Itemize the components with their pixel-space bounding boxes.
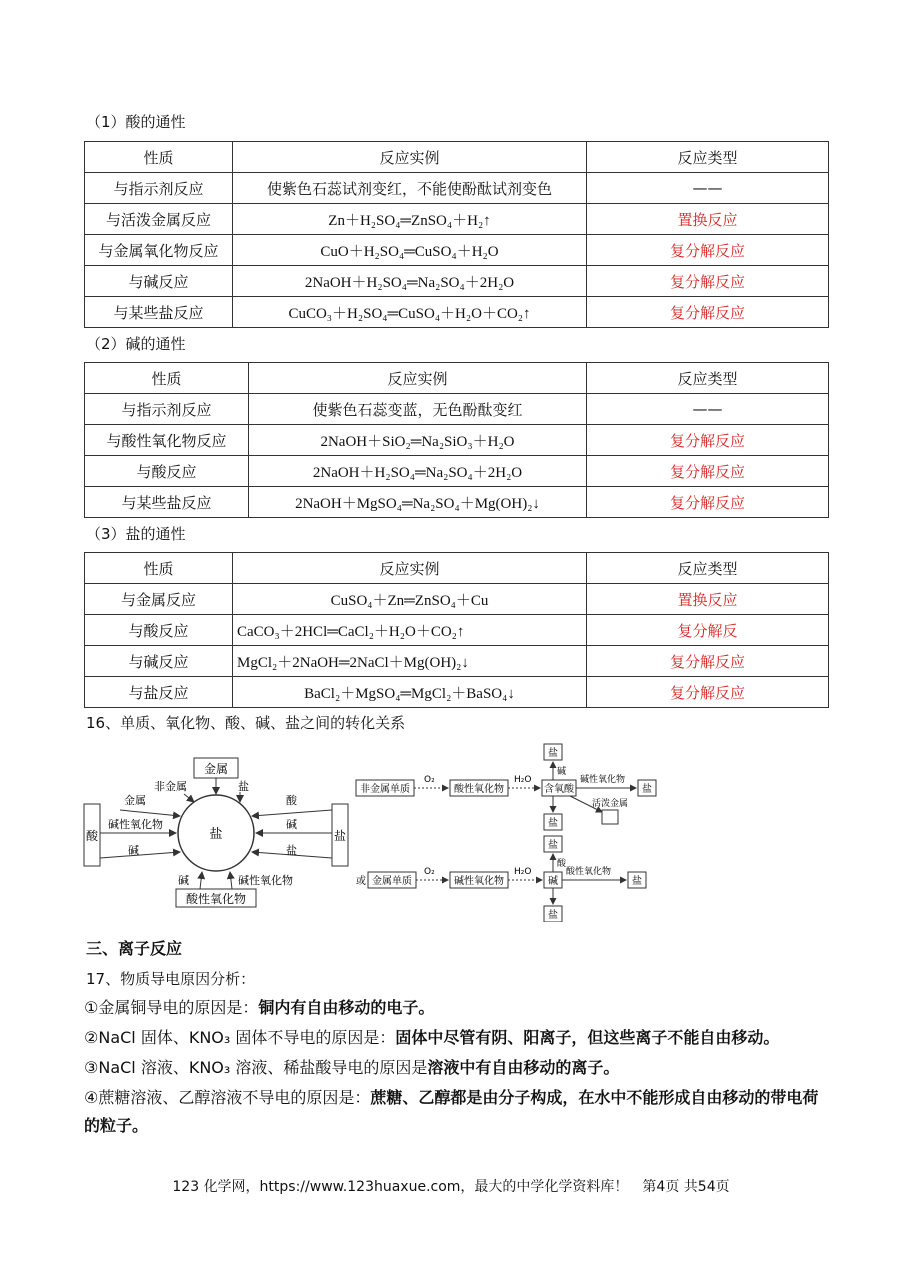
header-cell: 性质 — [85, 363, 249, 394]
property-cell: 与金属氧化物反应 — [85, 235, 233, 266]
label-base-left: 碱 — [128, 844, 139, 857]
type-cell: 复分解反应 — [587, 456, 829, 487]
arrow — [252, 810, 332, 816]
acid-oxide-box-label: 酸性氧化物 — [185, 892, 247, 906]
property-cell: 与盐反应 — [85, 677, 233, 708]
property-cell: 与某些盐反应 — [85, 297, 233, 328]
type-cell: 复分解反应 — [587, 487, 829, 518]
salt-node: 盐 — [632, 876, 642, 887]
table-row — [85, 456, 829, 487]
element-conversion-diagram — [354, 740, 664, 922]
arrow — [120, 810, 180, 816]
property-cell: 与活泼金属反应 — [85, 204, 233, 235]
table-row — [85, 487, 829, 518]
table-header-row — [85, 553, 829, 584]
property-cell: 与碱反应 — [85, 266, 233, 297]
example-cell: 2NaOH＋MgSO₄═Na₂SO₄＋Mg(OH)₂↓ — [249, 487, 587, 518]
arrow — [230, 872, 232, 889]
property-cell: 与酸反应 — [85, 456, 249, 487]
salt-node: 盐 — [548, 748, 558, 759]
example-cell: Zn＋H₂SO₄═ZnSO₄＋H₂↑ — [233, 204, 587, 235]
metal-node: 金属单质 — [372, 876, 412, 887]
table-row — [85, 204, 829, 235]
header-cell: 反应类型 — [587, 142, 829, 173]
type-cell: 置换反应 — [587, 204, 829, 235]
type-cell: 复分解反 — [587, 615, 829, 646]
property-cell: 与酸性氧化物反应 — [85, 425, 249, 456]
salt-conversion-diagram — [80, 748, 352, 910]
oxyacid-node: 含氧酸 — [544, 784, 574, 795]
type-cell: —— — [587, 394, 829, 425]
label-salt-right: 盐 — [286, 844, 297, 857]
table-row — [85, 615, 829, 646]
node-box — [602, 810, 618, 824]
example-cell: 使紫色石蕊变蓝，无色酚酞变红 — [249, 394, 587, 425]
table-header-row — [85, 142, 829, 173]
header-cell: 反应实例 — [249, 363, 587, 394]
base-caption: （2）碱的通性 — [86, 335, 186, 353]
example-cell: 2NaOH＋SiO₂═Na₂SiO₃＋H₂O — [249, 425, 587, 456]
arrow — [184, 794, 194, 802]
header-cell: 性质 — [85, 553, 233, 584]
table-row — [85, 394, 829, 425]
type-cell: 复分解反应 — [587, 235, 829, 266]
item-text: ②NaCl 固体、KNO₃ 固体不导电的原因是： — [84, 1028, 396, 1047]
salt-table — [84, 552, 829, 708]
example-cell: 2NaOH＋H₂SO₄═Na₂SO₄＋2H₂O — [249, 456, 587, 487]
table-row — [85, 584, 829, 615]
property-cell: 与某些盐反应 — [85, 487, 249, 518]
acid-oxide-label: 酸性氧化物 — [566, 867, 612, 877]
label-base-bottom: 碱 — [178, 874, 189, 887]
label-base-right: 碱 — [286, 818, 297, 831]
type-cell: 复分解反应 — [587, 266, 829, 297]
item-answer: 铜内有自由移动的电子。 — [258, 998, 435, 1017]
salt-box-label: 盐 — [333, 829, 347, 843]
example-cell: 2NaOH＋H₂SO₄═Na₂SO₄＋2H₂O — [233, 266, 587, 297]
arrow — [200, 872, 202, 889]
table-row — [85, 646, 829, 677]
salt-node: 盐 — [548, 818, 558, 829]
item-text: ①金属铜导电的原因是： — [84, 998, 259, 1017]
acid-caption: （1）酸的通性 — [86, 113, 186, 131]
type-cell: —— — [587, 173, 829, 204]
table-row — [85, 425, 829, 456]
list-item — [84, 1084, 824, 1140]
o2-label: O₂ — [424, 775, 435, 785]
h2o-label: H₂O — [514, 867, 532, 877]
basic-oxide-node: 碱性氧化物 — [454, 876, 504, 887]
example-cell: 使紫色石蕊试剂变红，不能使酚酞试剂变色 — [233, 173, 587, 204]
list-item — [84, 1054, 824, 1082]
table-header-row — [85, 363, 829, 394]
metal-box-label: 金属 — [203, 762, 229, 776]
item-text: ④蔗糖溶液、乙醇溶液不导电的原因是： — [84, 1088, 371, 1107]
header-cell: 反应实例 — [233, 142, 587, 173]
center-salt-label: 盐 — [209, 827, 223, 842]
h2o-label: H₂O — [514, 775, 532, 785]
property-cell: 与金属反应 — [85, 584, 233, 615]
section-16-title: 16、单质、氧化物、酸、碱、盐之间的转化关系 — [86, 714, 406, 732]
acid-oxide-node: 酸性氧化物 — [454, 784, 504, 795]
property-cell: 与碱反应 — [85, 646, 233, 677]
label-nonmetal: 非金属 — [154, 780, 187, 793]
list-item — [84, 994, 824, 1022]
item-answer: 蔗糖、乙醇都是由分子构成，在水中不能形成自由移动的带电荷的粒子。 — [84, 1088, 819, 1135]
table-row — [85, 677, 829, 708]
active-metal-label: 活泼金属 — [592, 799, 629, 809]
type-cell: 复分解反应 — [587, 297, 829, 328]
table-row — [85, 266, 829, 297]
acid-label: 酸 — [557, 859, 567, 869]
o2-label: O₂ — [424, 867, 435, 877]
label-basic-oxide-left: 碱性氧化物 — [108, 818, 163, 831]
example-cell: CaCO₃＋2HCl═CaCl₂＋H₂O＋CO₂↑ — [233, 615, 587, 646]
header-cell: 反应类型 — [587, 553, 829, 584]
base-node: 碱 — [548, 876, 558, 887]
section-ion-reaction-title: 三、离子反应 — [86, 939, 183, 958]
property-cell: 与指示剂反应 — [85, 394, 249, 425]
type-cell: 复分解反应 — [587, 425, 829, 456]
type-cell: 复分解反应 — [587, 677, 829, 708]
header-cell: 反应类型 — [587, 363, 829, 394]
header-cell: 性质 — [85, 142, 233, 173]
type-cell: 置换反应 — [587, 584, 829, 615]
salt-node: 盐 — [548, 840, 558, 851]
or-label: 或 — [356, 876, 366, 887]
base-label: 碱 — [557, 767, 567, 777]
property-cell: 与指示剂反应 — [85, 173, 233, 204]
example-cell: CuCO₃＋H₂SO₄═CuSO₄＋H₂O＋CO₂↑ — [233, 297, 587, 328]
example-cell: CuO＋H₂SO₄═CuSO₄＋H₂O — [233, 235, 587, 266]
table-row — [85, 297, 829, 328]
arrow — [100, 852, 180, 858]
label-metal: 金属 — [124, 794, 146, 807]
base-table — [84, 362, 829, 518]
nonmetal-node: 非金属单质 — [360, 784, 410, 795]
list-item — [84, 1024, 824, 1052]
example-cell: CuSO₄＋Zn═ZnSO₄＋Cu — [233, 584, 587, 615]
salt-caption: （3）盐的通性 — [86, 525, 186, 543]
header-cell: 反应实例 — [233, 553, 587, 584]
section-17-title: 17、物质导电原因分析： — [86, 970, 256, 988]
item-text: ③NaCl 溶液、KNO₃ 溶液、稀盐酸导电的原因是 — [84, 1058, 428, 1077]
type-cell: 复分解反应 — [587, 646, 829, 677]
property-cell: 与酸反应 — [85, 615, 233, 646]
acid-box-label: 酸 — [85, 829, 99, 843]
table-row — [85, 173, 829, 204]
acid-table — [84, 141, 829, 328]
example-cell: BaCl₂＋MgSO₄═MgCl₂＋BaSO₄↓ — [233, 677, 587, 708]
page-footer: 123 化学网，https://www.123huaxue.com，最大的中学化学资料库！ 第4页 共54页 — [172, 1179, 730, 1195]
basic-oxide-label: 碱性氧化物 — [580, 775, 626, 785]
label-basic-oxide-bottom: 碱性氧化物 — [238, 874, 293, 887]
item-answer: 溶液中有自由移动的离子。 — [427, 1058, 620, 1077]
label-acid-right: 酸 — [286, 794, 297, 807]
item-answer: 固体中尽管有阴、阳离子，但这些离子不能自由移动。 — [395, 1028, 780, 1047]
table-row — [85, 235, 829, 266]
salt-node: 盐 — [548, 910, 558, 921]
salt-node: 盐 — [642, 784, 652, 795]
example-cell: MgCl₂＋2NaOH═2NaCl＋Mg(OH)₂↓ — [233, 646, 587, 677]
label-salt-top: 盐 — [238, 780, 249, 793]
